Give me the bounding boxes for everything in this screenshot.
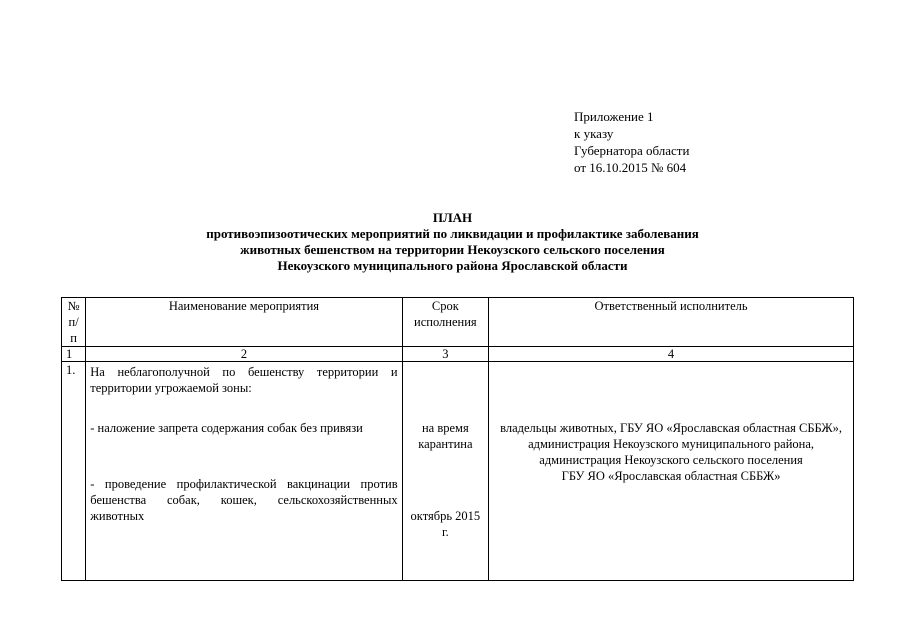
appendix-block: [574, 108, 689, 176]
header-term: Срок исполнения: [402, 298, 488, 347]
measure-term: октябрь 2015 г.: [410, 509, 481, 539]
header-name: Наименование мероприятия: [86, 298, 402, 347]
measure-responsible: владельцы животных, ГБУ ЯО «Ярославская областная СББЖ», администрация Некоузского муниципального района, администрация Некоузского сельского поселения: [500, 421, 842, 467]
title-line: животных бешенством на территории Некоузского сельского поселения: [240, 242, 665, 257]
document-title: [0, 210, 905, 274]
header-num: № п/п: [62, 298, 86, 347]
row-term-cell: [402, 362, 488, 581]
table-row: [62, 362, 854, 581]
row-num: 1.: [62, 362, 86, 581]
row-intro: На неблагополучной по бешенству территории и территории угрожаемой зоны:: [90, 365, 398, 395]
appendix-line: Приложение 1: [574, 109, 654, 124]
row-name-cell: [86, 362, 402, 581]
column-number: 1: [62, 347, 86, 362]
column-number: 4: [489, 347, 854, 362]
title-line: противоэпизоотических мероприятий по ликвидации и профилактике заболевания: [206, 226, 699, 241]
column-number: 3: [402, 347, 488, 362]
measure-responsible: ГБУ ЯО «Ярославская областная СББЖ»: [561, 469, 781, 483]
measure-term: на время карантина: [418, 421, 473, 451]
column-number-row: [62, 347, 854, 362]
column-number: 2: [86, 347, 402, 362]
table-header-row: [62, 298, 854, 347]
plan-table: [61, 297, 854, 581]
measure-name: - наложение запрета содержания собак без привязи: [90, 421, 363, 435]
row-responsible-cell: [489, 362, 854, 581]
appendix-line: к указу: [574, 126, 614, 141]
appendix-line: Губернатора области: [574, 143, 690, 158]
header-responsible: Ответственный исполнитель: [489, 298, 854, 347]
title-line: Некоузского муниципального района Ярославской области: [277, 258, 628, 273]
measure-name: - проведение профилактической вакцинации против бешенства собак, кошек, сельскохозяйственных животных: [90, 477, 398, 523]
title-heading: ПЛАН: [432, 210, 473, 225]
appendix-line: от 16.10.2015 № 604: [574, 160, 687, 175]
